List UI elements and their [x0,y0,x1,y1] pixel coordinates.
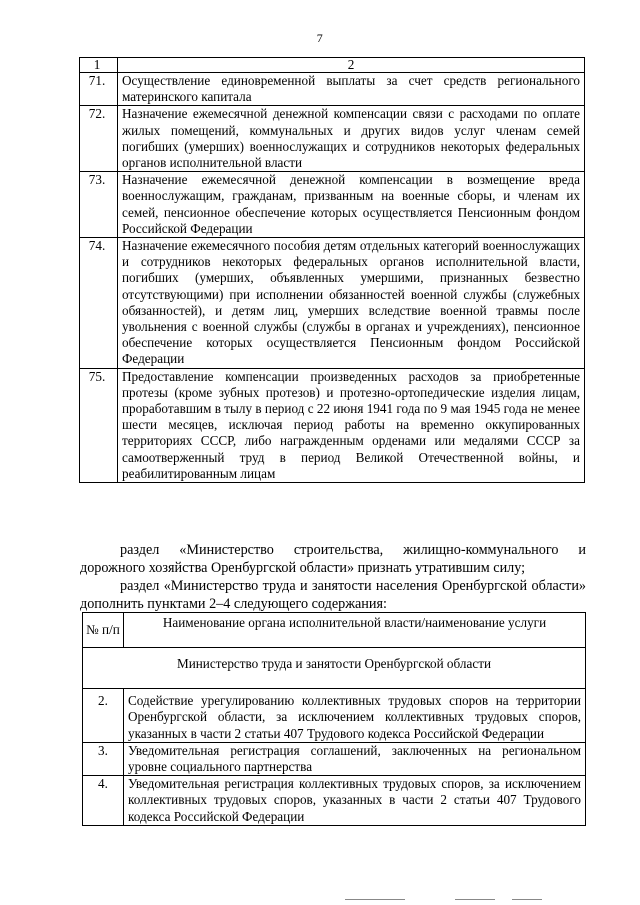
paragraph-text: раздел «Министерство труда и занятости населения Оренбургской области» дополнить пунктами 2–4 следующего содержания: [80,578,586,612]
services-table-continued [79,57,585,483]
table-row [80,368,585,482]
service-name: Уведомительная регистрация соглашений, заключенных на региональном уровне социального партнерства [124,742,586,775]
table-row [80,73,585,106]
header-number: № п/п [83,613,124,648]
scan-artifact [512,899,542,900]
table-header-row [80,58,585,73]
row-number: 3. [83,742,124,775]
row-number: 75. [80,368,118,482]
table-row [83,742,586,775]
paragraph-text: раздел «Министерство строительства, жилищно-коммунального и дорожного хозяйства Оренбургской области» признать утратившим силу; [80,542,586,576]
scan-artifact [455,899,495,900]
paragraph-section-removed [80,541,586,577]
scan-artifact [345,899,405,900]
table-row [80,172,585,238]
row-number: 4. [83,776,124,826]
service-name: Предоставление компенсации произведенных расходов за приобретенные протезы (кроме зубных протезов) и протезно-ортопедические изделия лицам, проработавшим в тылу в период с 22 июня 1941 года по 9 мая 1945 года не менее шести месяцев, исключая период работы на временно оккупированных территориях СССР, либо награжденным орденами или медалями СССР за самоотверженный труд в период Великой Отечественной войны, и реабилитированным лицам [118,368,585,482]
service-name: Содействие урегулированию коллективных трудовых споров на территории Оренбургской области, за исключением коллективных трудовых споров, указанных в части 2 статьи 407 Трудового кодекса Российской Федерации [124,689,586,743]
service-name: Назначение ежемесячной денежной компенсации в возмещение вреда военнослужащим, гражданам, призванным на военные сборы, и членам их семей, пенсионное обеспечение которых осуществляется Пенсионным фондом Российской Федерации [118,172,585,238]
header-name: Наименование органа исполнительной власти/наименование услуги [124,613,586,648]
section-row [83,648,586,689]
service-name: Назначение ежемесячного пособия детям отдельных категорий военнослужащих и сотрудников некоторых федеральных органов исполнительной власти, погибших (умерших, объявленных умершими, признанных безвестно отсутствующими) при исполнении обязанностей военной службы (служебных обязанностей), и детям лиц, умерших вследствие военной травмы после увольнения с военной службы (службы в органах и учреждениях), пенсионное обеспечение которых осуществляется Пенсионным фондом Российской Федерации [118,238,585,369]
table-row [80,106,585,172]
column-number-2: 2 [118,58,585,73]
paragraph-section-amended [80,577,586,613]
services-table-additions [82,612,586,826]
row-number: 73. [80,172,118,238]
page-number: 7 [316,31,324,45]
table-header-row [83,613,586,648]
column-number-1: 1 [80,58,118,73]
row-number: 74. [80,238,118,369]
table-row [83,776,586,826]
service-name: Назначение ежемесячной денежной компенсации связи с расходами по оплате жилых помещений, коммунальных и других видов услуг членам семей погибших (умерших) военнослужащих и сотрудников некоторых федеральных органов исполнительной власти [118,106,585,172]
service-name: Осуществление единовременной выплаты за счет средств регионального материнского капитала [118,73,585,106]
row-number: 71. [80,73,118,106]
table-row [80,238,585,369]
table-row [83,689,586,743]
section-title: Министерство труда и занятости Оренбургской области [83,648,586,689]
service-name: Уведомительная регистрация коллективных трудовых споров, за исключением коллективных трудовых споров, указанных в части 2 статьи 407 Трудового кодекса Российской Федерации [124,776,586,826]
row-number: 72. [80,106,118,172]
row-number: 2. [83,689,124,743]
